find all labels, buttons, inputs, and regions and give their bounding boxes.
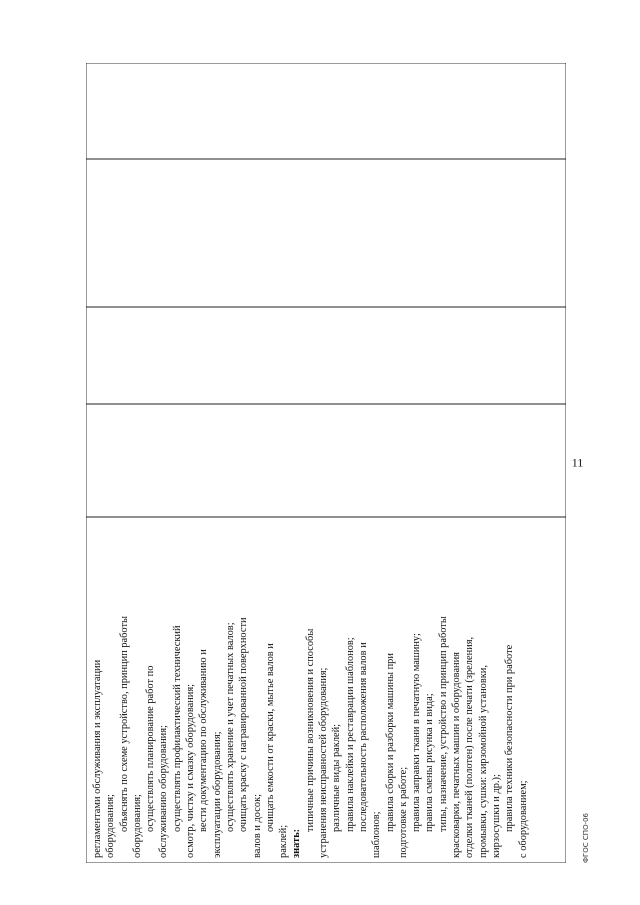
text-line: очищать емкости от краски, мытье валов и (264, 643, 276, 832)
text-line: осуществлять хранение и учет печатных валов; (224, 622, 236, 832)
text-line: отделки тканей (полотен) после печати (зреления, (464, 636, 476, 858)
table-cell-knowledge-text (86, 517, 566, 863)
footer-label: ФГОС СПО-06 (582, 812, 590, 863)
text-line: раклей; (278, 824, 290, 858)
text-line: регламентами обслуживания и эксплуатации (92, 659, 103, 858)
text-line: устранения неисправностей оборудования; (318, 667, 330, 858)
text-line: правила наклейки и реставрации шаблонов; (344, 637, 356, 832)
text-line: правила смены рисунка и вида; (424, 693, 436, 832)
text-line: оборудования; (131, 794, 143, 858)
text-line: осмотр, чистку и смазку оборудования; (185, 683, 197, 858)
text-line: последовательность расположения валов и (357, 642, 369, 832)
text-line: типы, назначение, устройство и принцип работы (437, 616, 449, 832)
text-line: осуществлять планирование работ по (145, 665, 157, 832)
rotated-page (86, 63, 596, 863)
text-line: с оборудованием; (517, 780, 529, 858)
page-number: 11 (571, 455, 584, 470)
text-line: объяснять по схеме устройство, принцип работы (118, 615, 130, 832)
text-line: подготовке к работе; (397, 766, 409, 858)
text-line: кирзосушки и др.); (490, 774, 502, 858)
text-line: обслуживанию оборудования; (158, 725, 170, 858)
text-line: правила сборки и разборки машины при (384, 653, 396, 832)
text-line: красковарки, печатных машин и оборудования (451, 652, 463, 858)
text-line: знать: (291, 828, 303, 858)
text-line: промывки, сушки: кирзомойной установки, (477, 665, 489, 858)
text-line: типичные причины возникновения и способы (304, 628, 316, 832)
text-line: различные виды раклей; (331, 723, 343, 832)
text-line: правила заправки ткани в печатную машину; (411, 633, 423, 832)
text-line: вести документацию по обслуживанию и (198, 649, 210, 832)
text-line: осуществлять профилактический технический (171, 625, 183, 832)
text-line: очищать краску с награвированной поверхности (238, 617, 250, 832)
text-line: оборудования; (105, 794, 117, 858)
text-line: правила техники безопасности при работе (504, 644, 516, 832)
text-line: шаблонов; (371, 811, 383, 858)
text-line: валов и досок; (251, 794, 263, 858)
text-line: эксплуатации оборудования; (211, 731, 223, 858)
